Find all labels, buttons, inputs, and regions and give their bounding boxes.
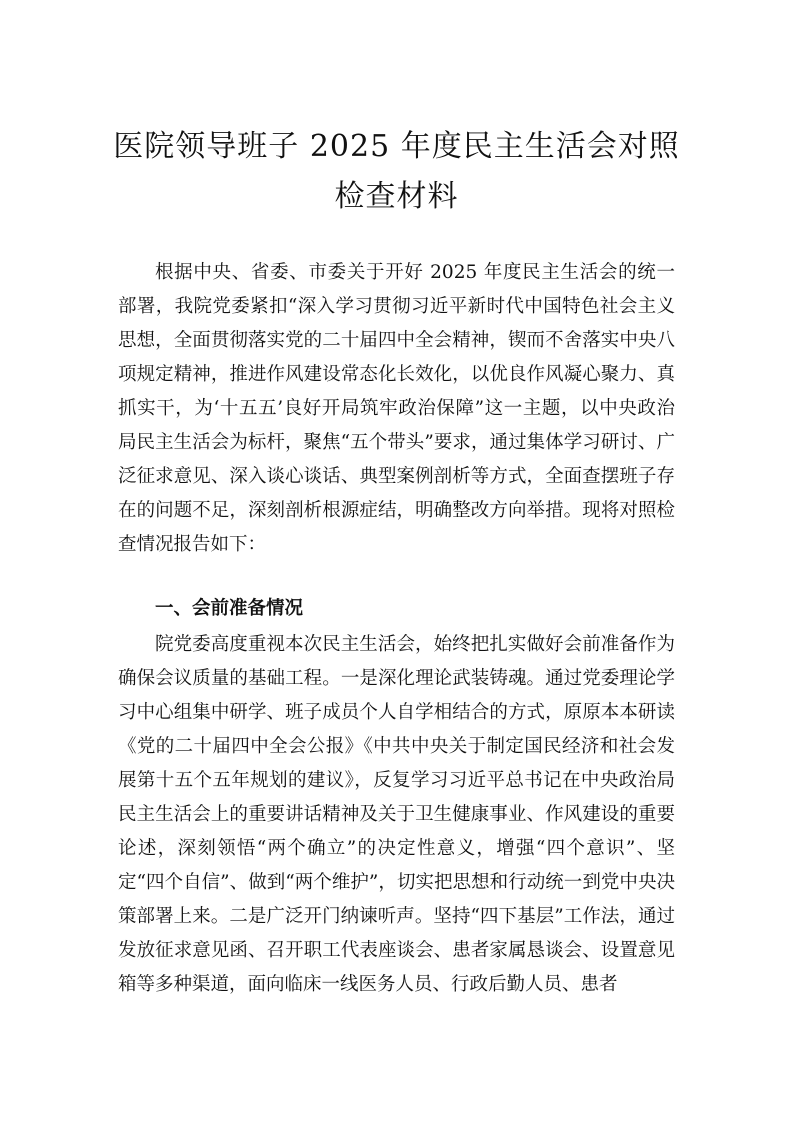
intro-paragraph: 根据中央、省委、市委关于开好 2025 年度民主生活会的统一部署，我院党委紧扣“深入学习贯彻习近平新时代中国特色社会主义思想，全面贯彻落实党的二十届四中全会精神，锲而不舍落实中央八项规定精神，推进作风建设常态化长效化，以优良作风凝心聚力、真抓实干，为‘十五五’良好开局筑牢政治保障”这一主题，以中央政治局民主生活会为标杆，聚焦“五个带头”要求，通过集体学习研讨、广泛征求意见、深入谈心谈话、典型案例剖析等方式，全面查摆班子存在的问题不足，深刻剖析根源症结，明确整改方向举措。现将对照检查情况报告如下： — [118, 262, 675, 555]
section-1-paragraph: 院党委高度重视本次民主生活会，始终把扎实做好会前准备作为确保会议质量的基础工程。一是深化理论武装铸魂。通过党委理论学习中心组集中研学、班子成员个人自学相结合的方式，原原本本研读《党的二十届四中全会公报》《中共中央关于制定国民经济和社会发展第十五个五年规划的建议》，反复学习习近平总书记在中央政治局民主生活会上的重要讲话精神及关于卫生健康事业、作风建设的重要论述，深刻领悟“两个确立”的决定性意义，增强“四个意识”、坚定“四个自信”、做到“两个维护”，切实把思想和行动统一到党中央决策部署上来。二是广泛开门纳谏听声。坚持“四下基层”工作法，通过发放征求意见函、召开职工代表座谈会、患者家属恳谈会、设置意见箱等多种渠道，面向临床一线医务人员、行政后勤人员、患者 — [118, 634, 675, 995]
document-title: 医院领导班子 2025 年度民主生活会对照检查材料 — [113, 129, 680, 214]
section-heading-1: 一、会前准备情况 — [155, 598, 304, 619]
